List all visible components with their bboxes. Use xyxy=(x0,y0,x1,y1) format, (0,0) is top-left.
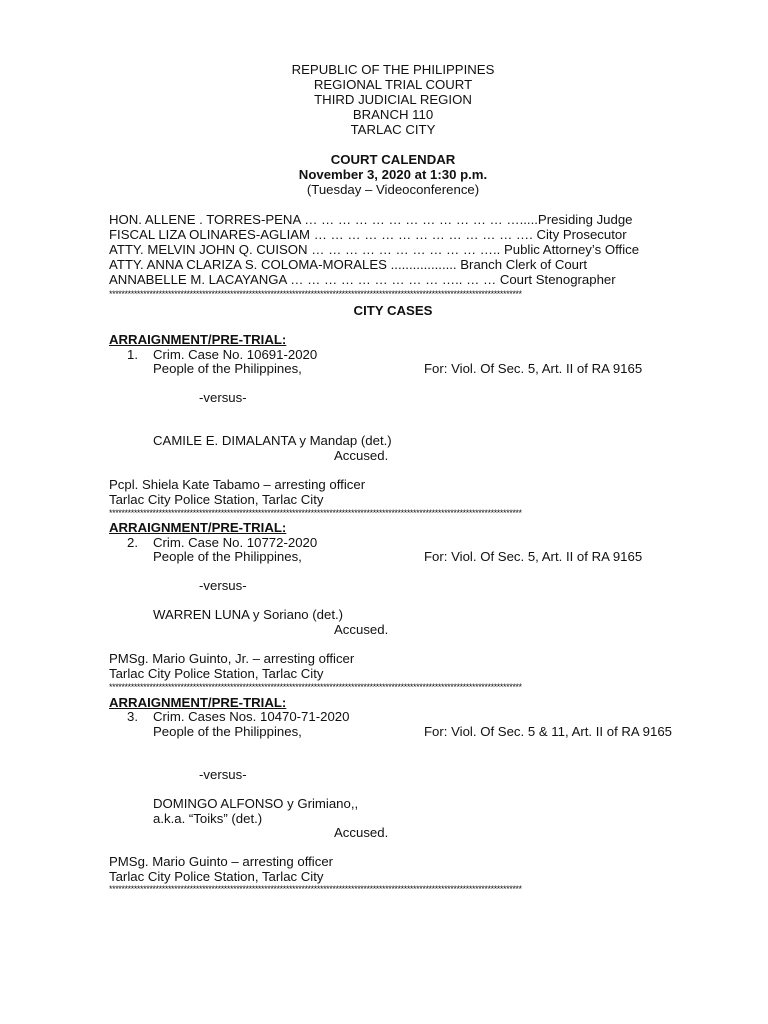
case-offense: For: Viol. Of Sec. 5, Art. II of RA 9165 xyxy=(424,361,643,376)
official-role: Presiding Judge xyxy=(537,212,633,227)
separator-line: ************************************************************************************************************************************* xyxy=(109,289,522,299)
official-name: ATTY. MELVIN JOHN Q. CUISON xyxy=(109,242,308,257)
case-versus: -versus- xyxy=(199,390,247,405)
case-docket: Crim. Cases Nos. 10470-71-2020 xyxy=(153,709,350,724)
header-city: TARLAC CITY xyxy=(350,122,436,137)
leader-dots: … … … … … … … … … … … … …. xyxy=(310,227,537,242)
case-heading: ARRAIGNMENT/PRE-TRIAL: xyxy=(109,520,287,535)
official-role: Public Attorney’s Office xyxy=(503,242,640,257)
police-station: Tarlac City Police Station, Tarlac City xyxy=(109,869,324,884)
accused-label: Accused. xyxy=(334,622,389,637)
leader-dots: … … … … … … … … … ….. … … xyxy=(286,272,500,287)
leader-dots: … … … … … … … … … … … … …..... xyxy=(300,212,538,227)
case-plaintiff: People of the Philippines, xyxy=(153,361,302,376)
official-row xyxy=(109,227,627,242)
leader-dots: .................. xyxy=(386,257,461,272)
case-number: 2. xyxy=(127,535,138,550)
header-republic: REPUBLIC OF THE PHILIPPINES xyxy=(291,62,495,77)
header-region: THIRD JUDICIAL REGION xyxy=(314,92,472,107)
accused-name: WARREN LUNA y Soriano (det.) xyxy=(153,607,344,622)
header-court: REGIONAL TRIAL COURT xyxy=(313,77,473,92)
case-heading: ARRAIGNMENT/PRE-TRIAL: xyxy=(109,695,287,710)
accused-name: CAMILE E. DIMALANTA y Mandap (det.) xyxy=(153,433,392,448)
header-branch: BRANCH 110 xyxy=(352,107,434,122)
official-role: Court Stenographer xyxy=(499,272,616,287)
case-versus: -versus- xyxy=(199,767,247,782)
accused-alias: a.k.a. “Toiks” (det.) xyxy=(153,811,263,826)
separator-line: ************************************************************************************************************************************* xyxy=(109,682,522,692)
arresting-officer: PMSg. Mario Guinto, Jr. – arresting officer xyxy=(109,651,355,666)
calendar-mode: (Tuesday – Videoconference) xyxy=(306,182,480,197)
official-name: ATTY. ANNA CLARIZA S. COLOMA-MORALES xyxy=(109,257,387,272)
separator-line: ************************************************************************************************************************************* xyxy=(109,884,522,894)
accused-name: DOMINGO ALFONSO y Grimiano,, xyxy=(153,796,359,811)
official-name: FISCAL LIZA OLINARES-AGLIAM xyxy=(109,227,311,242)
section-title: CITY CASES xyxy=(353,303,433,318)
official-role: Branch Clerk of Court xyxy=(460,257,588,272)
calendar-title: COURT CALENDAR xyxy=(330,152,456,167)
leader-dots: … … … … … … … … … … ….. xyxy=(307,242,504,257)
official-row xyxy=(109,272,616,287)
case-offense: For: Viol. Of Sec. 5 & 11, Art. II of RA 9165 xyxy=(424,724,672,739)
case-plaintiff: People of the Philippines, xyxy=(153,549,302,564)
case-plaintiff: People of the Philippines, xyxy=(153,724,302,739)
official-name: ANNABELLE M. LACAYANGA xyxy=(109,272,287,287)
official-row xyxy=(109,212,633,227)
police-station: Tarlac City Police Station, Tarlac City xyxy=(109,666,324,681)
arresting-officer: PMSg. Mario Guinto – arresting officer xyxy=(109,854,334,869)
official-role: City Prosecutor xyxy=(536,227,627,242)
police-station: Tarlac City Police Station, Tarlac City xyxy=(109,492,324,507)
arresting-officer: Pcpl. Shiela Kate Tabamo – arresting officer xyxy=(109,477,366,492)
separator-line: ************************************************************************************************************************************* xyxy=(109,508,522,518)
official-row xyxy=(109,257,587,272)
case-docket: Crim. Case No. 10772-2020 xyxy=(153,535,318,550)
case-heading: ARRAIGNMENT/PRE-TRIAL: xyxy=(109,332,287,347)
accused-label: Accused. xyxy=(334,448,389,463)
calendar-date: November 3, 2020 at 1:30 p.m. xyxy=(298,167,488,182)
case-number: 3. xyxy=(127,709,138,724)
accused-label: Accused. xyxy=(334,825,389,840)
case-number: 1. xyxy=(127,347,138,362)
case-versus: -versus- xyxy=(199,578,247,593)
case-docket: Crim. Case No. 10691-2020 xyxy=(153,347,318,362)
official-name: HON. ALLENE . TORRES-PENA xyxy=(109,212,301,227)
case-offense: For: Viol. Of Sec. 5, Art. II of RA 9165 xyxy=(424,549,643,564)
official-row xyxy=(109,242,639,257)
